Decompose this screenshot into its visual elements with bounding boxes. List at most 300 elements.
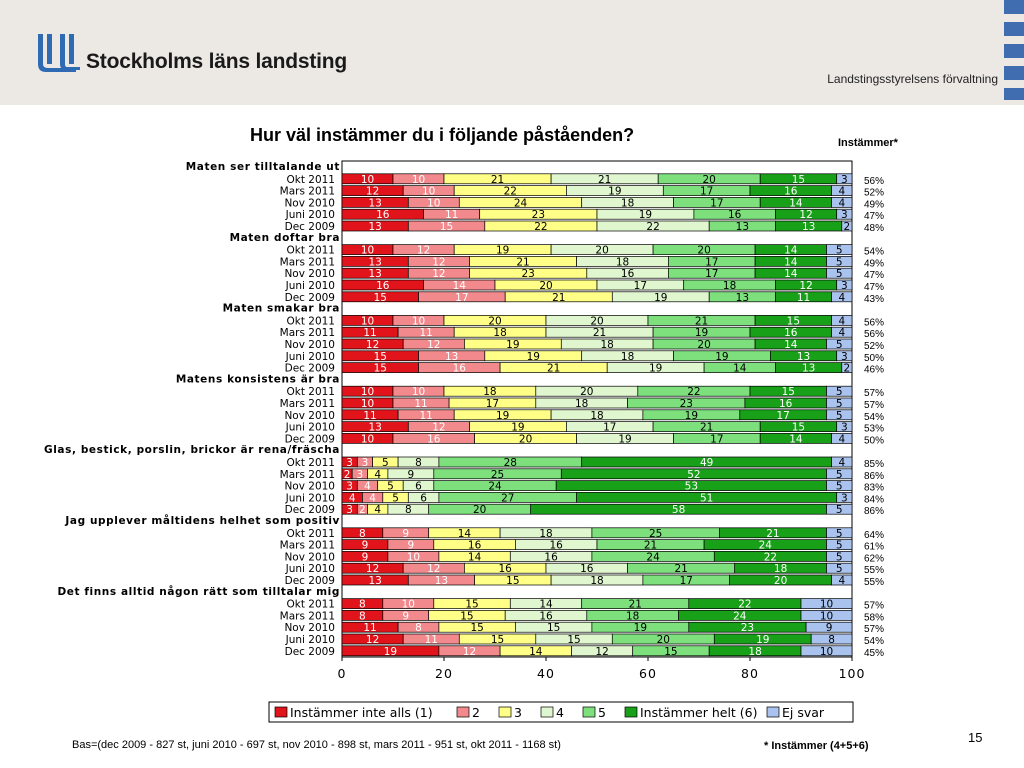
data-label: 3 bbox=[841, 492, 848, 505]
data-label: 19 bbox=[756, 634, 770, 646]
legend-swatch bbox=[625, 707, 637, 717]
data-label: 15 bbox=[373, 362, 387, 375]
data-label: 17 bbox=[705, 268, 719, 281]
agree-percent: 54% bbox=[864, 411, 885, 423]
data-label: 11 bbox=[424, 634, 438, 646]
data-label: 19 bbox=[608, 185, 622, 198]
data-label: 9 bbox=[407, 468, 415, 481]
legend-entry: 4 bbox=[556, 705, 564, 720]
data-label: 4 bbox=[374, 468, 382, 481]
data-label: 13 bbox=[368, 268, 382, 281]
data-label: 12 bbox=[799, 209, 813, 222]
data-label: 19 bbox=[715, 350, 729, 363]
data-label: 17 bbox=[633, 280, 648, 292]
data-label: 21 bbox=[597, 173, 612, 186]
data-label: 15 bbox=[664, 645, 678, 658]
data-label: 8 bbox=[828, 634, 835, 646]
data-label: 16 bbox=[784, 327, 798, 340]
data-label: 14 bbox=[784, 268, 798, 281]
data-label: 17 bbox=[699, 185, 714, 198]
data-label: 14 bbox=[789, 197, 803, 210]
legend-entry: Ej svar bbox=[782, 705, 825, 720]
data-label: 11 bbox=[363, 622, 377, 635]
data-label: 15 bbox=[439, 221, 454, 233]
data-label: 13 bbox=[368, 221, 382, 233]
data-label: 18 bbox=[748, 645, 762, 658]
data-label: 17 bbox=[710, 433, 724, 446]
data-label: 5 bbox=[392, 492, 399, 505]
data-label: 58 bbox=[671, 504, 686, 517]
data-label: 4 bbox=[374, 504, 382, 517]
data-label: 12 bbox=[595, 645, 609, 658]
data-label: 15 bbox=[490, 634, 505, 646]
data-label: 5 bbox=[835, 268, 843, 281]
data-label: 14 bbox=[452, 280, 466, 292]
data-label: 13 bbox=[368, 575, 382, 587]
data-label: 10 bbox=[360, 398, 375, 410]
data-label: 18 bbox=[483, 386, 497, 399]
data-label: 19 bbox=[526, 350, 540, 363]
data-label: 14 bbox=[457, 527, 472, 540]
data-label: 4 bbox=[838, 315, 846, 328]
data-label: 20 bbox=[595, 244, 609, 257]
group-label: Maten smakar bra bbox=[222, 302, 340, 315]
row-period-label: Juni 2010 bbox=[285, 280, 335, 292]
data-label: 22 bbox=[763, 551, 778, 564]
data-label: 19 bbox=[638, 209, 653, 222]
group-label: Jag upplever måltidens helhet som positiv bbox=[65, 515, 340, 527]
data-label: 2 bbox=[843, 362, 851, 375]
data-label: 12 bbox=[462, 645, 477, 658]
data-label: 16 bbox=[544, 551, 558, 564]
agree-percent: 47% bbox=[864, 282, 885, 293]
agree-percent: 62% bbox=[864, 553, 885, 565]
row-period-label: Dec 2009 bbox=[284, 221, 335, 233]
group-label: Det finns alltid någon rätt som tilltalar mig bbox=[57, 585, 340, 598]
data-label: 19 bbox=[648, 362, 663, 375]
data-label: 5 bbox=[835, 409, 843, 422]
data-label: 22 bbox=[646, 221, 660, 233]
row-period-label: Dec 2009 bbox=[284, 291, 335, 304]
data-label: 9 bbox=[361, 539, 369, 552]
data-label: 21 bbox=[546, 362, 561, 375]
data-label: 16 bbox=[580, 563, 594, 576]
data-label: 11 bbox=[363, 409, 377, 422]
data-label: 20 bbox=[773, 575, 788, 587]
x-tick-label: 80 bbox=[741, 666, 759, 681]
data-label: 4 bbox=[838, 433, 846, 446]
data-label: 2 bbox=[359, 504, 366, 517]
data-label: 18 bbox=[590, 409, 604, 422]
data-label: 18 bbox=[600, 339, 614, 351]
base-footnote: Bas=(dec 2009 - 827 st, juni 2010 - 697 st, nov 2010 - 898 st, mars 2011 - 951 st, okt 2011 - 1168 st) bbox=[72, 739, 561, 751]
row-period-label: Mars 2011 bbox=[279, 256, 335, 269]
data-label: 5 bbox=[835, 398, 843, 410]
data-label: 21 bbox=[592, 327, 607, 340]
data-label: 8 bbox=[415, 457, 422, 469]
data-label: 13 bbox=[735, 221, 750, 233]
data-label: 27 bbox=[501, 492, 515, 505]
data-label: 12 bbox=[432, 256, 446, 269]
data-label: 12 bbox=[365, 185, 380, 198]
data-label: 8 bbox=[359, 527, 366, 540]
data-label: 17 bbox=[603, 421, 617, 434]
data-label: 22 bbox=[687, 386, 701, 399]
data-label: 11 bbox=[414, 398, 428, 410]
data-label: 18 bbox=[493, 327, 507, 340]
data-label: 9 bbox=[407, 539, 415, 552]
data-label: 5 bbox=[835, 468, 843, 481]
data-label: 18 bbox=[722, 280, 737, 292]
row-period-label: Okt 2011 bbox=[286, 598, 335, 611]
data-label: 15 bbox=[373, 350, 387, 363]
data-label: 19 bbox=[383, 645, 398, 658]
data-label: 14 bbox=[529, 645, 543, 658]
data-label: 3 bbox=[361, 457, 369, 469]
agree-percent: 84% bbox=[864, 494, 885, 506]
data-label: 22 bbox=[534, 221, 548, 233]
data-label: 20 bbox=[580, 386, 594, 399]
data-label: 6 bbox=[420, 492, 427, 505]
data-label: 10 bbox=[401, 598, 415, 611]
data-label: 21 bbox=[699, 421, 714, 434]
data-label: 19 bbox=[654, 291, 668, 304]
x-tick-label: 100 bbox=[838, 666, 866, 681]
data-label: 10 bbox=[360, 244, 375, 257]
data-label: 13 bbox=[796, 350, 811, 363]
data-label: 16 bbox=[620, 268, 635, 281]
data-label: 23 bbox=[521, 268, 535, 281]
data-label: 3 bbox=[346, 457, 353, 469]
row-period-label: Mars 2011 bbox=[279, 539, 335, 552]
data-label: 51 bbox=[699, 492, 714, 505]
data-label: 24 bbox=[488, 480, 502, 493]
data-label: 14 bbox=[789, 433, 803, 446]
data-label: 5 bbox=[835, 386, 843, 399]
row-period-label: Nov 2010 bbox=[284, 622, 335, 635]
data-label: 18 bbox=[620, 197, 635, 210]
data-label: 18 bbox=[626, 610, 640, 623]
row-period-label: Nov 2010 bbox=[284, 551, 335, 564]
data-label: 52 bbox=[687, 468, 701, 481]
data-label: 12 bbox=[427, 563, 441, 576]
data-label: 2 bbox=[843, 221, 851, 233]
row-period-label: Okt 2011 bbox=[286, 315, 335, 328]
row-period-label: Dec 2009 bbox=[284, 433, 335, 446]
data-label: 23 bbox=[531, 209, 546, 222]
agree-percent: 43% bbox=[864, 293, 885, 305]
agree-percent: 55% bbox=[864, 565, 885, 577]
data-label: 16 bbox=[376, 280, 390, 292]
x-tick-label: 20 bbox=[435, 666, 453, 681]
data-label: 16 bbox=[728, 209, 742, 222]
legend-swatch bbox=[499, 707, 511, 717]
agree-column-header: Instämmer* bbox=[838, 137, 898, 149]
data-label: 10 bbox=[427, 197, 441, 210]
data-label: 12 bbox=[416, 244, 431, 257]
row-period-label: Okt 2011 bbox=[286, 457, 335, 469]
data-label: 13 bbox=[368, 197, 382, 210]
agree-percent: 57% bbox=[864, 388, 885, 400]
group-label: Matens konsistens är bra bbox=[175, 373, 340, 386]
row-period-label: Mars 2011 bbox=[279, 398, 335, 410]
data-label: 20 bbox=[473, 504, 487, 517]
data-label: 17 bbox=[710, 197, 724, 210]
row-period-label: Mars 2011 bbox=[279, 468, 335, 481]
data-label: 10 bbox=[360, 386, 375, 399]
legend-entry: 2 bbox=[472, 705, 480, 720]
agree-percent: 56% bbox=[864, 175, 885, 187]
data-label: 13 bbox=[801, 362, 816, 375]
data-label: 4 bbox=[348, 492, 356, 505]
data-label: 5 bbox=[835, 480, 843, 493]
data-label: 3 bbox=[356, 468, 364, 481]
row-period-label: Mars 2011 bbox=[279, 610, 335, 623]
data-label: 10 bbox=[360, 433, 375, 446]
data-label: 14 bbox=[784, 339, 798, 351]
legend-swatch bbox=[767, 707, 779, 717]
data-label: 5 bbox=[835, 244, 843, 257]
agree-percent: 50% bbox=[864, 435, 885, 447]
data-label: 18 bbox=[773, 563, 788, 576]
data-label: 19 bbox=[633, 622, 648, 635]
data-label: 8 bbox=[359, 610, 366, 623]
data-label: 18 bbox=[620, 350, 635, 363]
data-label: 11 bbox=[419, 327, 433, 340]
x-tick-label: 60 bbox=[639, 666, 657, 681]
data-label: 12 bbox=[432, 268, 446, 281]
data-label: 11 bbox=[419, 409, 433, 422]
data-label: 4 bbox=[838, 185, 846, 198]
agree-percent: 49% bbox=[864, 258, 885, 270]
data-label: 16 bbox=[784, 185, 798, 198]
agree-percent: 86% bbox=[864, 506, 885, 518]
data-label: 10 bbox=[411, 315, 426, 328]
data-label: 22 bbox=[738, 598, 752, 611]
data-label: 13 bbox=[444, 350, 459, 363]
agree-percent: 58% bbox=[864, 612, 885, 624]
data-label: 18 bbox=[590, 575, 604, 587]
data-label: 9 bbox=[361, 551, 369, 564]
data-label: 2 bbox=[343, 468, 351, 481]
agree-percent: 61% bbox=[864, 541, 885, 553]
agree-percent: 64% bbox=[864, 529, 885, 541]
data-label: 20 bbox=[518, 433, 533, 446]
data-label: 10 bbox=[819, 610, 834, 623]
agree-percent: 55% bbox=[864, 577, 885, 588]
x-tick-label: 40 bbox=[537, 666, 555, 681]
row-period-label: Juni 2010 bbox=[285, 634, 335, 646]
data-label: 20 bbox=[488, 315, 502, 328]
data-label: 12 bbox=[365, 563, 380, 576]
data-label: 14 bbox=[784, 244, 798, 257]
data-label: 15 bbox=[373, 291, 387, 304]
data-label: 13 bbox=[735, 291, 750, 304]
data-label: 8 bbox=[415, 622, 422, 635]
data-label: 21 bbox=[516, 256, 530, 269]
data-label: 20 bbox=[697, 339, 711, 351]
data-label: 19 bbox=[694, 327, 709, 340]
group-label: Maten doftar bra bbox=[229, 231, 340, 244]
row-period-label: Dec 2009 bbox=[284, 504, 335, 517]
data-label: 5 bbox=[382, 457, 389, 469]
data-label: 21 bbox=[674, 563, 688, 576]
data-label: 6 bbox=[415, 480, 422, 493]
data-label: 12 bbox=[365, 339, 380, 351]
data-label: 23 bbox=[740, 622, 755, 635]
data-label: 15 bbox=[460, 610, 474, 623]
data-label: 19 bbox=[684, 409, 699, 422]
row-period-label: Nov 2010 bbox=[284, 409, 335, 422]
data-label: 5 bbox=[835, 339, 843, 351]
page-number: 15 bbox=[968, 730, 983, 745]
data-label: 16 bbox=[549, 539, 563, 552]
legend-entry: 5 bbox=[598, 705, 606, 720]
data-label: 10 bbox=[360, 315, 375, 328]
data-label: 11 bbox=[363, 327, 377, 340]
legend-swatch bbox=[457, 707, 469, 717]
department-name: Landstingsstyrelsens förvaltning bbox=[827, 72, 998, 86]
data-label: 5 bbox=[835, 551, 843, 564]
data-label: 5 bbox=[835, 527, 843, 540]
agree-percent: 52% bbox=[864, 341, 885, 352]
data-label: 24 bbox=[646, 551, 660, 564]
row-period-label: Nov 2010 bbox=[284, 339, 335, 351]
legend-swatch bbox=[583, 707, 595, 717]
data-label: 4 bbox=[838, 327, 846, 340]
agree-percent: 47% bbox=[864, 270, 885, 282]
data-label: 12 bbox=[799, 280, 813, 292]
data-label: 12 bbox=[427, 339, 441, 351]
data-label: 19 bbox=[506, 339, 520, 351]
data-label: 17 bbox=[485, 398, 500, 410]
data-label: 21 bbox=[628, 598, 642, 611]
data-label: 21 bbox=[766, 527, 780, 540]
data-label: 4 bbox=[838, 197, 846, 210]
row-period-label: Okt 2011 bbox=[286, 386, 335, 399]
data-label: 4 bbox=[364, 480, 371, 493]
legend-swatch bbox=[275, 707, 287, 717]
data-label: 20 bbox=[656, 634, 670, 646]
agree-percent: 57% bbox=[864, 600, 885, 612]
data-label: 11 bbox=[444, 209, 459, 222]
agree-percent: 53% bbox=[864, 423, 885, 435]
data-label: 15 bbox=[791, 173, 806, 186]
chart-title: Hur väl instämmer du i följande påståenden? bbox=[250, 125, 635, 145]
data-label: 9 bbox=[825, 622, 833, 635]
data-label: 10 bbox=[422, 185, 436, 198]
row-period-label: Dec 2009 bbox=[284, 362, 335, 375]
data-label: 16 bbox=[452, 362, 466, 375]
agree-percent: 46% bbox=[864, 364, 885, 376]
data-label: 10 bbox=[360, 173, 375, 186]
data-label: 3 bbox=[841, 280, 848, 292]
data-label: 5 bbox=[387, 480, 394, 493]
data-label: 15 bbox=[791, 421, 806, 434]
data-label: 53 bbox=[684, 480, 699, 493]
data-label: 21 bbox=[643, 539, 658, 552]
data-label: 17 bbox=[679, 575, 693, 587]
data-label: 15 bbox=[506, 575, 520, 587]
data-label: 24 bbox=[513, 197, 528, 210]
x-tick-label: 0 bbox=[337, 666, 347, 681]
data-label: 15 bbox=[465, 598, 479, 611]
data-label: 10 bbox=[819, 598, 834, 611]
row-period-label: Dec 2009 bbox=[284, 575, 335, 587]
data-label: 8 bbox=[359, 598, 366, 611]
data-label: 49 bbox=[699, 457, 714, 469]
data-label: 18 bbox=[575, 398, 589, 410]
agree-percent: 54% bbox=[864, 636, 885, 647]
data-label: 5 bbox=[835, 256, 843, 269]
data-label: 17 bbox=[455, 291, 469, 304]
data-label: 9 bbox=[402, 610, 410, 623]
agree-percent: 45% bbox=[864, 647, 885, 659]
data-label: 15 bbox=[786, 315, 801, 328]
data-label: 23 bbox=[679, 398, 693, 410]
data-label: 18 bbox=[615, 256, 630, 269]
data-label: 19 bbox=[495, 409, 510, 422]
agree-percent: 56% bbox=[864, 317, 885, 329]
data-label: 13 bbox=[434, 575, 449, 587]
data-label: 13 bbox=[368, 421, 382, 434]
data-label: 4 bbox=[838, 575, 846, 587]
agree-percent: 85% bbox=[864, 459, 885, 470]
data-label: 20 bbox=[590, 315, 604, 328]
data-label: 16 bbox=[498, 563, 512, 576]
data-label: 24 bbox=[758, 539, 772, 552]
data-label: 4 bbox=[838, 291, 846, 304]
row-period-label: Nov 2010 bbox=[284, 197, 335, 210]
data-label: 13 bbox=[368, 256, 382, 269]
row-period-label: Nov 2010 bbox=[284, 268, 335, 281]
data-label: 9 bbox=[402, 527, 410, 540]
row-period-label: Juni 2010 bbox=[285, 421, 335, 434]
agree-percent: 50% bbox=[864, 352, 885, 364]
data-label: 10 bbox=[411, 386, 426, 399]
data-label: 28 bbox=[503, 457, 517, 469]
agree-percent: 57% bbox=[864, 624, 885, 636]
data-label: 12 bbox=[365, 634, 380, 646]
data-label: 3 bbox=[346, 480, 353, 493]
agree-percent: 49% bbox=[864, 199, 885, 211]
agree-footnote: * Instämmer (4+5+6) bbox=[764, 740, 869, 752]
agree-percent: 86% bbox=[864, 470, 885, 482]
data-label: 21 bbox=[490, 173, 505, 186]
agree-percent: 57% bbox=[864, 400, 885, 411]
data-label: 4 bbox=[369, 492, 376, 505]
row-period-label: Mars 2011 bbox=[279, 327, 335, 340]
data-label: 4 bbox=[838, 457, 846, 469]
data-label: 15 bbox=[567, 634, 581, 646]
data-label: 10 bbox=[819, 645, 834, 658]
row-period-label: Okt 2011 bbox=[286, 173, 335, 186]
agree-percent: 83% bbox=[864, 482, 885, 494]
data-label: 15 bbox=[546, 622, 561, 635]
agree-percent: 56% bbox=[864, 329, 885, 341]
row-period-label: Okt 2011 bbox=[286, 527, 335, 540]
row-period-label: Okt 2011 bbox=[286, 244, 335, 257]
data-label: 12 bbox=[432, 421, 446, 434]
data-label: 17 bbox=[776, 409, 790, 422]
data-label: 14 bbox=[467, 551, 482, 564]
data-label: 13 bbox=[801, 221, 816, 233]
row-period-label: Juni 2010 bbox=[285, 492, 335, 505]
row-period-label: Dec 2009 bbox=[284, 645, 335, 658]
data-label: 16 bbox=[779, 398, 793, 410]
data-label: 8 bbox=[404, 504, 412, 517]
data-label: 15 bbox=[781, 386, 795, 399]
